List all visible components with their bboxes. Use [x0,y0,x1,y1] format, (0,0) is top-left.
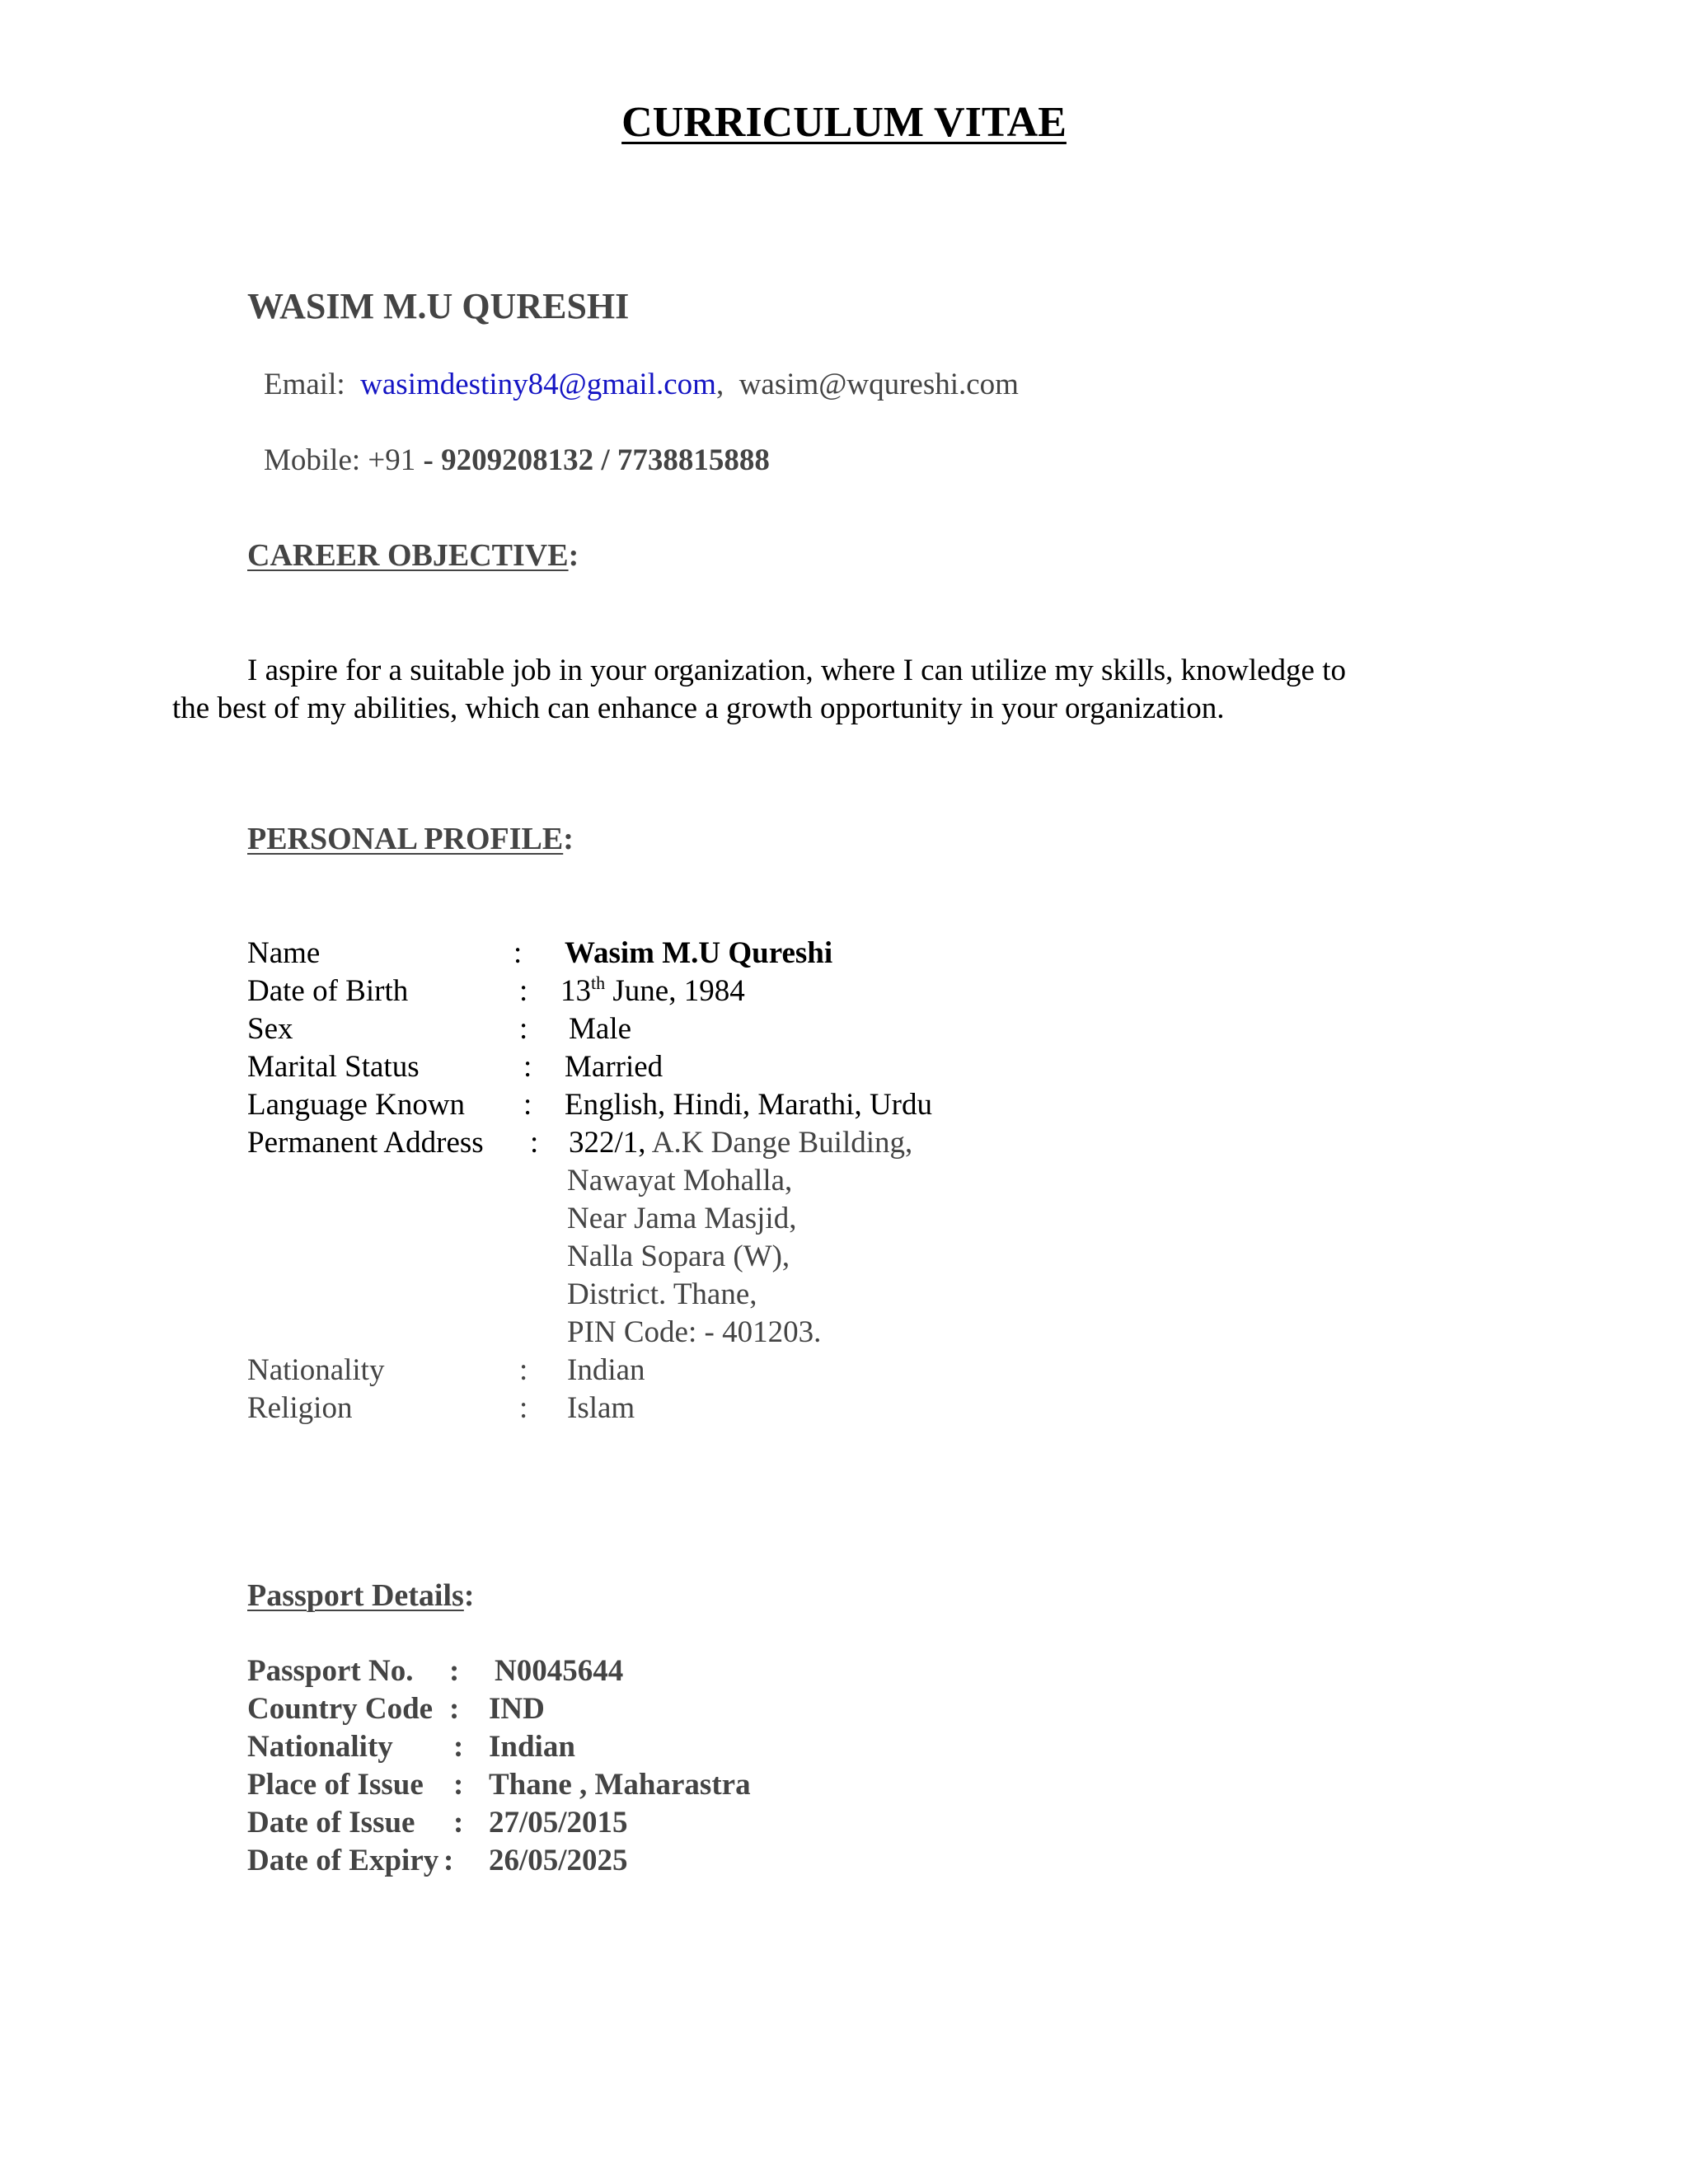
personal-profile-heading: PERSONAL PROFILE: [247,822,574,856]
email-separator: , [715,368,724,401]
mobile-label: Mobile: +91 [264,443,416,477]
email-secondary: wasim@wqureshi.com [738,368,1019,401]
objective-line-1: I aspire for a suitable job in your organization, where I can utilize my skills, knowledge to [247,654,1347,687]
document-title: CURRICULUM VITAE [621,99,1067,146]
mobile-dash: - [423,443,434,477]
email-primary-link[interactable]: wasimdestiny84@gmail.com [360,368,716,401]
email-label: Email: [264,368,345,401]
resume-page: CURRICULUM VITAE WASIM M.U QURESHI Email: wasimdestiny84@gmail.com, wasim@wqureshi.com Mobile: +91 - 9209208132 / 7738815888 CAREER OBJECTIVE: I aspire for a suitable job in your organization, where I can utilize my skills, knowledge to the best of my abilities, which can enhance a growth opportunity in your organization. PERSONAL PROFILE: Name : Wasim M.U Qureshi Date of Birth : 13th June, 1984 Sex : Male Marital Status : Married Language Known : English, Hindi, Marathi, Urdu Permanent Address : 322/1, A.K Dange Building, Nawayat Mohalla, Near Jama Masjid, Nalla Sopara (W), District. Thane, PIN Code: - 401203. Nationality : Indian Religion : Islam Passport Details: Passport No. : N0045644 Country Code : IND Nationality : Indian Place of Issue : Thane , Maharastra Date of Issue : 27/05/2015 Date of Expiry : 26/05/2025 [0,0,1688,2184]
mobile-line [264,445,770,476]
objective-line-2: the best of my abilities, which can enhance a growth opportunity in your organization. [172,691,1225,725]
candidate-name: WASIM M.U QURESHI [247,286,630,326]
career-objective-heading: CAREER OBJECTIVE: [247,538,579,573]
email-line [264,369,1019,400]
mobile-numbers: 9209208132 / 7738815888 [441,443,770,477]
passport-details-heading: Passport Details: [247,1578,475,1613]
